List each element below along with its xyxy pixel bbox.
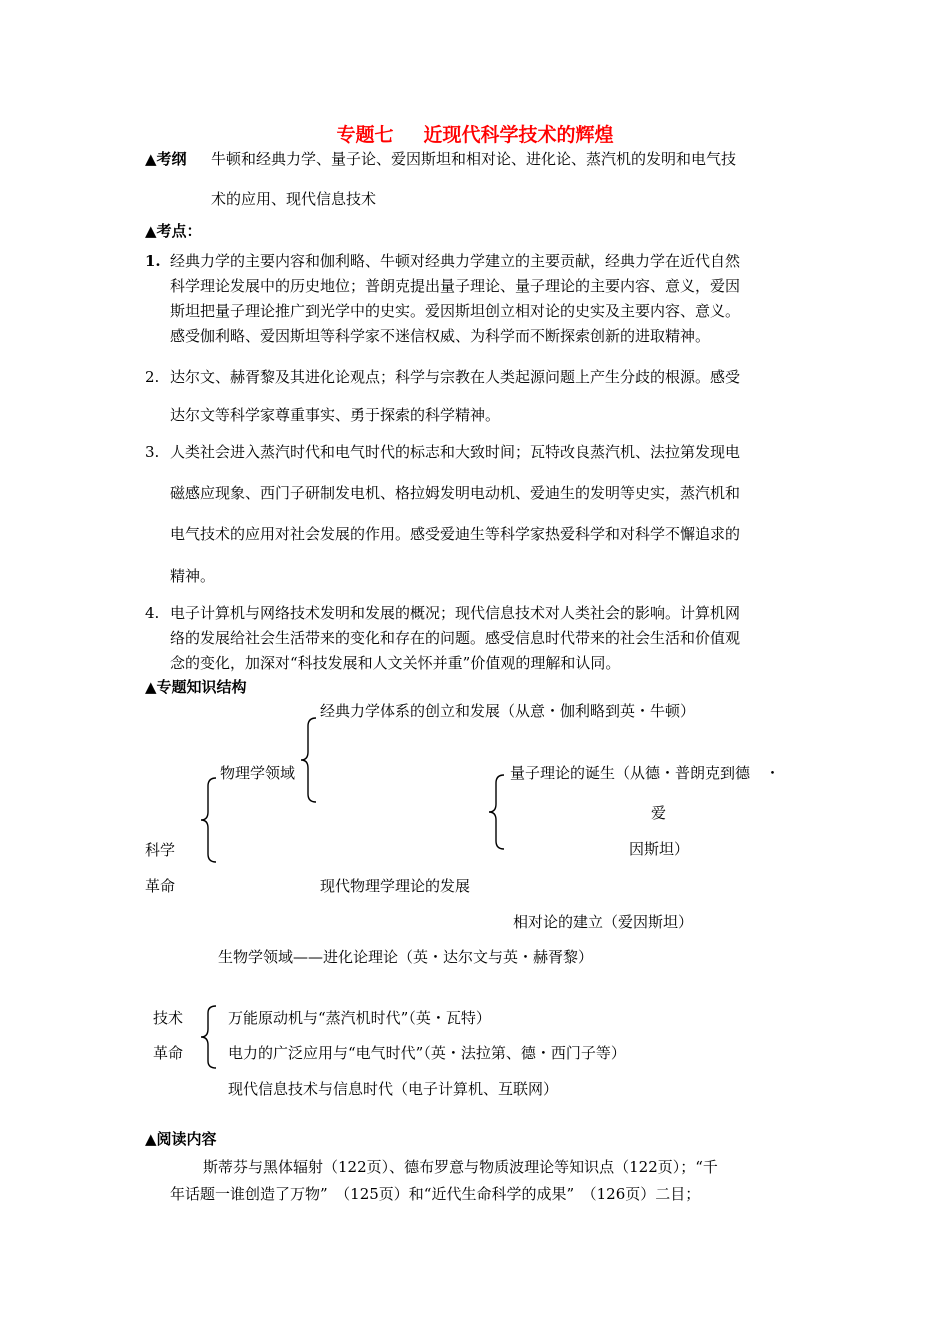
point-2-line: 达尔文等科学家尊重事实、勇于探索的科学精神。 xyxy=(170,406,501,424)
tech-label-2: 革命 xyxy=(153,1044,184,1062)
science-label-2: 革命 xyxy=(145,877,176,895)
page-title xyxy=(0,123,950,147)
science-brace-icon xyxy=(198,776,220,864)
structure-label: ▲专题知识结构 xyxy=(145,678,247,696)
quantum-line-1: 量子理论的诞生（从德・普朗克到德 ・ xyxy=(510,764,781,782)
reading-label: ▲阅读内容 xyxy=(145,1130,217,1148)
point-1-line: 感受伽利略、爱因斯坦等科学家不迷信权威、为科学而不断探索创新的进取精神。 xyxy=(170,327,711,345)
reading-line-2: 年话题一谁创造了万物” （125页）和“近代生命科学的成果” （126页）二目； xyxy=(170,1185,701,1203)
point-1-text xyxy=(170,249,740,349)
point-3-line: 人类社会进入蒸汽时代和电气时代的标志和大致时间；瓦特改良蒸汽机、法拉第发现电 xyxy=(170,443,741,461)
physics-field: 物理学领域 xyxy=(220,764,296,782)
reading-line-1: 斯蒂芬与黑体辐射（122页）、德布罗意与物质波理论等知识点（122页）；“千 xyxy=(203,1158,718,1176)
point-2-line: 达尔文、赫胥黎及其进化论观点；科学与宗教在人类起源问题上产生分歧的根源。感受 xyxy=(170,368,741,386)
information-age: 现代信息技术与信息时代（电子计算机、互联网） xyxy=(228,1080,559,1098)
outline-line-1: 牛顿和经典力学、量子论、爱因斯坦和相对论、进化论、蒸汽机的发明和电气技 xyxy=(211,150,737,168)
quantum-line-3: 因斯坦） xyxy=(629,840,690,858)
point-1-line: 斯坦把量子理论推广到光学中的史实。爱因斯坦创立相对论的史实及主要内容、意义。 xyxy=(170,302,741,320)
point-1-line: 科学理论发展中的历史地位；普朗克提出量子理论、量子理论的主要内容、意义，爱因 xyxy=(170,277,741,295)
point-3-line: 磁感应现象、西门子研制发电机、格拉姆发明电动机、爱迪生的发明等史实，蒸汽机和 xyxy=(170,484,741,502)
science-label-1: 科学 xyxy=(145,841,176,859)
quantum-line-2: 爱 xyxy=(651,804,667,822)
point-3-num: 3. xyxy=(145,443,160,461)
point-1-line: 经典力学的主要内容和伽利略、牛顿对经典力学建立的主要贡献，经典力学在近代自然 xyxy=(170,252,741,270)
title-part-1: 专题七 xyxy=(336,124,394,146)
tech-label-1: 技术 xyxy=(153,1009,184,1027)
point-3-line: 精神。 xyxy=(170,567,216,585)
outline-line-2: 术的应用、现代信息技术 xyxy=(211,190,377,208)
classical-mechanics: 经典力学体系的创立和发展（从意・伽利略到英・牛顿） xyxy=(320,702,696,720)
modern-physics: 现代物理学理论的发展 xyxy=(320,877,471,895)
points-label: ▲考点： xyxy=(145,222,202,240)
outline-label: ▲考纲 xyxy=(145,150,187,168)
electric-age: 电力的广泛应用与“电气时代”（英・法拉第、德・西门子等） xyxy=(228,1044,626,1062)
physics-brace-icon xyxy=(298,716,320,804)
point-2-num: 2. xyxy=(145,368,160,386)
point-4-line: 络的发展给社会生活带来的变化和存在的问题。感受信息时代带来的社会生活和价值观 xyxy=(170,629,741,647)
point-1-num: 1. xyxy=(145,252,161,270)
title-part-2: 近现代科学技术的辉煌 xyxy=(423,124,614,146)
point-4-line: 念的变化，加深对“科技发展和人文关怀并重”价值观的理解和认同。 xyxy=(170,654,621,672)
steam-age: 万能原动机与“蒸汽机时代”（英・瓦特） xyxy=(228,1009,491,1027)
point-4-num: 4. xyxy=(145,604,160,622)
point-4-text xyxy=(170,601,740,676)
point-3-line: 电气技术的应用对社会发展的作用。感受爱迪生等科学家热爱科学和对科学不懈追求的 xyxy=(170,525,741,543)
biology-field: 生物学领域——进化论理论（英・达尔文与英・赫胥黎） xyxy=(218,948,594,966)
relativity: 相对论的建立（爱因斯坦） xyxy=(513,913,694,931)
point-4-line: 电子计算机与网络技术发明和发展的概况；现代信息技术对人类社会的影响。计算机网 xyxy=(170,604,741,622)
modern-physics-brace-icon xyxy=(486,773,508,851)
tech-brace-icon xyxy=(198,1004,220,1070)
